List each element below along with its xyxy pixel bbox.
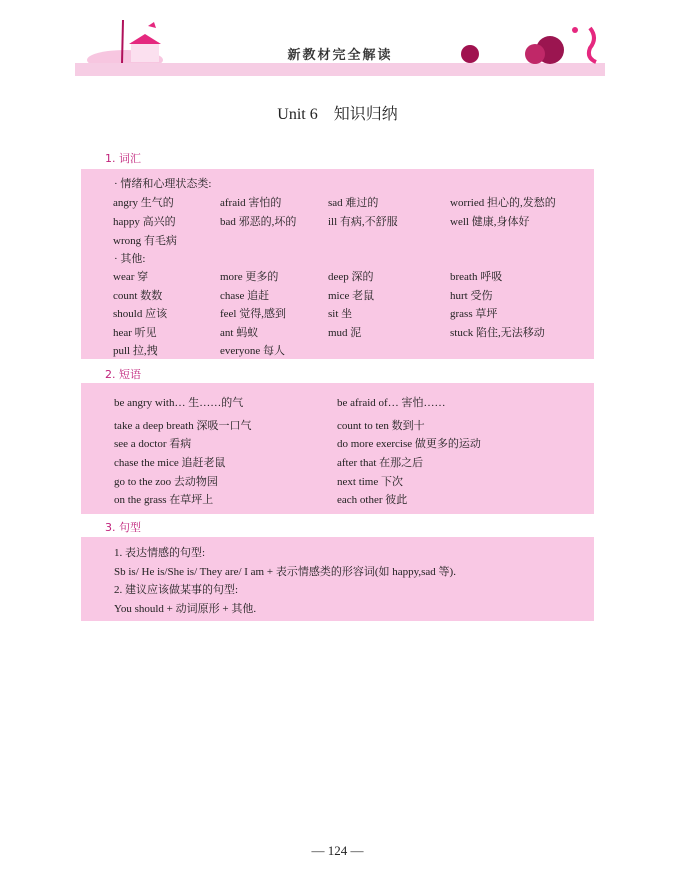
entry: 2. 建议应该做某事的句型: (114, 584, 239, 596)
entry: after that 在那之后 (337, 457, 424, 469)
group-heading: · 情绪和心理状态类: (114, 178, 212, 190)
entry: sit 坐 (328, 308, 353, 320)
entry: do more exercise 做更多的运动 (337, 438, 481, 450)
entry: each other 彼此 (337, 494, 408, 506)
entry: go to the zoo 去动物园 (114, 476, 218, 488)
flower-decoration-icon (450, 18, 600, 64)
entry: sad 难过的 (328, 197, 379, 209)
entry: chase 追赶 (220, 289, 270, 302)
entry: see a doctor 看病 (114, 438, 192, 450)
entry: You should + 动词原形 + 其他. (114, 602, 257, 615)
entry: should 应该 (113, 308, 168, 320)
entry: mud 泥 (328, 326, 362, 339)
entry: 1. 表达情感的句型: (114, 547, 206, 559)
entry: stuck 陷住,无法移动 (450, 326, 545, 339)
entry: afraid 害怕的 (220, 197, 282, 209)
entry: pull 拉,拽 (113, 345, 158, 357)
entry: Sb is/ He is/She is/ They are/ I am + 表示情感类的形容词(如 happy,sad 等). (114, 565, 456, 578)
banner-title: 新教材完全解读 (287, 48, 393, 63)
entry: worried 担心的,发愁的 (450, 197, 556, 209)
entry: on the grass 在草坪上 (114, 494, 214, 506)
group-heading: · 其他: (114, 253, 146, 265)
entry: take a deep breath 深吸一口气 (114, 420, 252, 432)
entry: wrong 有毛病 (113, 235, 177, 247)
entry: well 健康,身体好 (450, 216, 530, 228)
entry: hurt 受伤 (450, 289, 493, 302)
page-title: Unit 6 知识归纳 (277, 106, 398, 123)
entry: be afraid of… 害怕…… (337, 397, 446, 409)
entry: ill 有病,不舒服 (328, 216, 398, 228)
entry: happy 高兴的 (113, 216, 176, 228)
entry: be angry with… 生……的气 (114, 397, 244, 409)
phrases-box (81, 383, 594, 514)
sentences-box (81, 537, 594, 621)
entry: chase the mice 追赶老鼠 (114, 457, 226, 469)
entry: next time 下次 (337, 476, 403, 488)
entry: bad 邪恶的,坏的 (220, 216, 297, 228)
page-number: — 124 — (311, 843, 364, 858)
entry: count to ten 数到十 (337, 420, 425, 432)
entry: deep 深的 (328, 271, 374, 283)
entry: wear 穿 (113, 271, 149, 283)
entry: angry 生气的 (113, 197, 174, 209)
entry: ant 蚂蚁 (220, 326, 259, 339)
section-sentences-label: 3. 句型 (105, 521, 141, 534)
entry: everyone 每人 (220, 345, 286, 357)
entry: more 更多的 (220, 271, 279, 283)
entry: breath 呼吸 (450, 271, 503, 283)
entry: feel 觉得,感到 (220, 308, 286, 320)
vocabulary-box (81, 169, 594, 359)
section-phrases-label: 2. 短语 (105, 368, 141, 381)
header-strip (75, 63, 605, 76)
header-banner (75, 12, 605, 77)
entry: mice 老鼠 (328, 289, 375, 302)
entry: grass 草坪 (450, 308, 498, 320)
section-vocabulary-label: 1. 词汇 (105, 152, 141, 165)
entry: hear 听见 (113, 326, 157, 339)
entry: count 数数 (113, 289, 163, 302)
